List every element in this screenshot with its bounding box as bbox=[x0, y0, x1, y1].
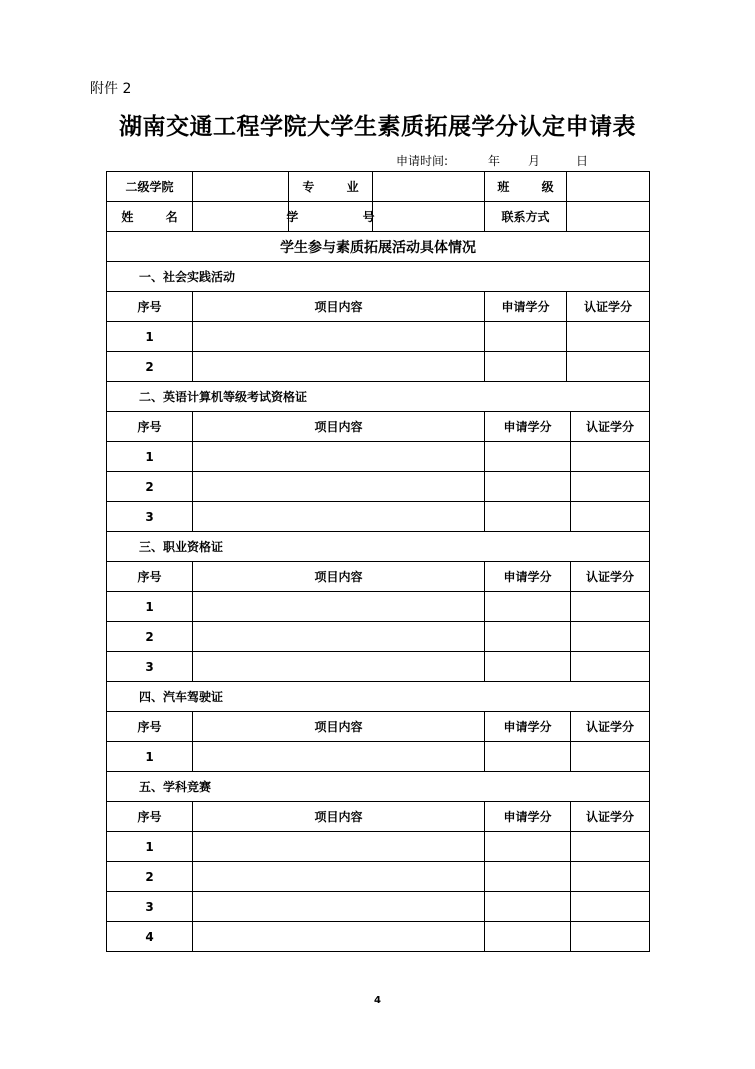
content-input[interactable] bbox=[193, 652, 485, 681]
apply-credit-header: 申请学分 bbox=[485, 562, 571, 591]
content-input[interactable] bbox=[193, 592, 485, 621]
row-number: 1 bbox=[107, 742, 193, 771]
form-title: 湖南交通工程学院大学生素质拓展学分认定申请表 bbox=[119, 114, 636, 140]
seq-header: 序号 bbox=[107, 712, 193, 741]
seq-header: 序号 bbox=[107, 802, 193, 831]
content-input[interactable] bbox=[193, 832, 485, 861]
table-row bbox=[106, 922, 650, 952]
certify-credit-input[interactable] bbox=[571, 832, 649, 861]
application-date-line bbox=[396, 152, 588, 169]
student-id-label: 学 号 bbox=[289, 202, 373, 231]
row-number: 1 bbox=[107, 832, 193, 861]
content-header: 项目内容 bbox=[193, 292, 485, 321]
apply-credit-input[interactable] bbox=[485, 742, 571, 771]
college-input[interactable] bbox=[193, 172, 289, 201]
content-header: 项目内容 bbox=[193, 562, 485, 591]
certify-credit-input[interactable] bbox=[567, 322, 649, 351]
content-input[interactable] bbox=[193, 862, 485, 891]
apply-credit-header: 申请学分 bbox=[485, 802, 571, 831]
content-input[interactable] bbox=[193, 322, 485, 351]
date-label: 申请时间: bbox=[396, 154, 449, 168]
apply-credit-input[interactable] bbox=[485, 502, 571, 531]
page-number: 4 bbox=[374, 995, 381, 1006]
apply-credit-input[interactable] bbox=[485, 322, 567, 351]
content-input[interactable] bbox=[193, 742, 485, 771]
row-number: 2 bbox=[107, 352, 193, 381]
row-number: 2 bbox=[107, 622, 193, 651]
contact-label: 联系方式 bbox=[485, 202, 567, 231]
apply-credit-input[interactable] bbox=[485, 892, 571, 921]
certify-credit-input[interactable] bbox=[571, 862, 649, 891]
certify-credit-input[interactable] bbox=[571, 922, 649, 951]
table-row bbox=[106, 322, 650, 352]
apply-credit-input[interactable] bbox=[485, 652, 571, 681]
category-title-row bbox=[106, 682, 650, 712]
content-input[interactable] bbox=[193, 502, 485, 531]
certify-credit-input[interactable] bbox=[567, 352, 649, 381]
table-row bbox=[106, 622, 650, 652]
column-header-row bbox=[106, 802, 650, 832]
table-row bbox=[106, 832, 650, 862]
date-day-label: 日 bbox=[576, 154, 589, 168]
college-label: 二级学院 bbox=[107, 172, 193, 201]
attachment-label: 附件 2 bbox=[90, 81, 132, 97]
certify-credit-header: 认证学分 bbox=[585, 420, 634, 434]
seq-header: 序号 bbox=[107, 562, 193, 591]
certify-credit-input[interactable] bbox=[571, 442, 649, 471]
certify-credit-header: 认证学分 bbox=[585, 570, 634, 584]
table-row bbox=[106, 862, 650, 892]
row-number: 3 bbox=[107, 652, 193, 681]
date-year-label: 年 bbox=[488, 154, 501, 168]
category-title: 五、学科竞赛 bbox=[139, 780, 212, 794]
apply-credit-input[interactable] bbox=[485, 622, 571, 651]
apply-credit-input[interactable] bbox=[485, 352, 567, 381]
name-label: 姓 名 bbox=[107, 202, 193, 231]
content-input[interactable] bbox=[193, 442, 485, 471]
apply-credit-input[interactable] bbox=[485, 442, 571, 471]
category-title-row bbox=[106, 772, 650, 802]
major-input[interactable] bbox=[373, 172, 485, 201]
apply-credit-input[interactable] bbox=[485, 472, 571, 501]
row-number: 3 bbox=[107, 502, 193, 531]
certify-credit-input[interactable] bbox=[571, 622, 649, 651]
content-input[interactable] bbox=[193, 892, 485, 921]
table-row bbox=[106, 652, 650, 682]
apply-credit-input[interactable] bbox=[485, 592, 571, 621]
contact-input[interactable] bbox=[567, 202, 649, 231]
certify-credit-input[interactable] bbox=[571, 592, 649, 621]
major-label: 专 业 bbox=[289, 172, 373, 201]
table-row bbox=[106, 442, 650, 472]
content-input[interactable] bbox=[193, 352, 485, 381]
certify-credit-input[interactable] bbox=[571, 742, 649, 771]
category-title-row bbox=[106, 532, 650, 562]
row-number: 2 bbox=[107, 862, 193, 891]
row-number: 1 bbox=[107, 322, 193, 351]
content-header: 项目内容 bbox=[193, 412, 485, 441]
content-header: 项目内容 bbox=[193, 802, 485, 831]
content-input[interactable] bbox=[193, 472, 485, 501]
certify-credit-input[interactable] bbox=[571, 892, 649, 921]
row-number: 1 bbox=[107, 442, 193, 471]
table-row bbox=[106, 502, 650, 532]
certify-credit-header: 认证学分 bbox=[585, 720, 634, 734]
apply-credit-header: 申请学分 bbox=[485, 292, 567, 321]
apply-credit-input[interactable] bbox=[485, 832, 571, 861]
apply-credit-header: 申请学分 bbox=[485, 412, 571, 441]
content-header: 项目内容 bbox=[193, 712, 485, 741]
table-row bbox=[106, 352, 650, 382]
class-label: 班 级 bbox=[485, 172, 567, 201]
section-title-row bbox=[106, 232, 650, 262]
seq-header: 序号 bbox=[107, 412, 193, 441]
column-header-row bbox=[106, 292, 650, 322]
table-row bbox=[106, 472, 650, 502]
row-number: 4 bbox=[107, 922, 193, 951]
content-input[interactable] bbox=[193, 622, 485, 651]
info-row-name bbox=[106, 202, 650, 232]
certify-credit-input[interactable] bbox=[571, 502, 649, 531]
info-row-college bbox=[106, 171, 650, 202]
category-title-row bbox=[106, 382, 650, 412]
table-row bbox=[106, 742, 650, 772]
apply-credit-input[interactable] bbox=[485, 862, 571, 891]
class-input[interactable] bbox=[567, 172, 649, 201]
certify-credit-header: 认证学分 bbox=[583, 300, 632, 314]
row-number: 3 bbox=[107, 892, 193, 921]
column-header-row bbox=[106, 562, 650, 592]
certify-credit-input[interactable] bbox=[571, 652, 649, 681]
student-id-input[interactable] bbox=[373, 202, 485, 231]
table-row bbox=[106, 892, 650, 922]
certify-credit-input[interactable] bbox=[571, 472, 649, 501]
content-input[interactable] bbox=[193, 922, 485, 951]
table-row bbox=[106, 592, 650, 622]
row-number: 2 bbox=[107, 472, 193, 501]
row-number: 1 bbox=[107, 592, 193, 621]
apply-credit-input[interactable] bbox=[485, 922, 571, 951]
category-title: 一、社会实践活动 bbox=[139, 270, 236, 284]
category-title: 四、汽车驾驶证 bbox=[139, 690, 224, 704]
column-header-row bbox=[106, 712, 650, 742]
seq-header: 序号 bbox=[107, 292, 193, 321]
category-title: 二、英语计算机等级考试资格证 bbox=[139, 390, 308, 404]
certify-credit-header: 认证学分 bbox=[585, 810, 634, 824]
category-title: 三、职业资格证 bbox=[139, 540, 224, 554]
column-header-row bbox=[106, 412, 650, 442]
application-table bbox=[106, 171, 650, 952]
apply-credit-header: 申请学分 bbox=[485, 712, 571, 741]
category-title-row bbox=[106, 262, 650, 292]
date-month-label: 月 bbox=[528, 154, 541, 168]
section-title: 学生参与素质拓展活动具体情况 bbox=[280, 239, 476, 256]
